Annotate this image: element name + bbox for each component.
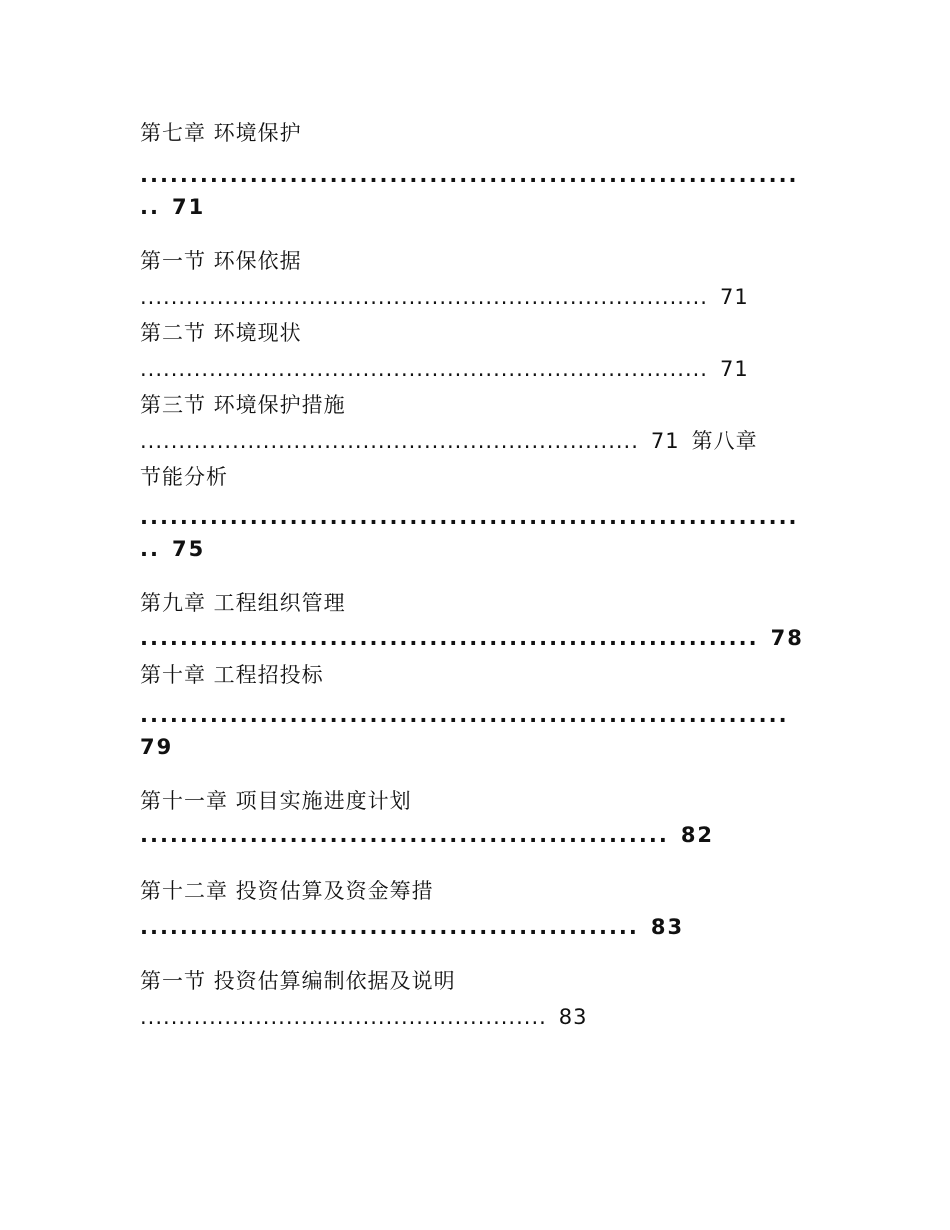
toc-page-number: 83 (558, 1005, 588, 1029)
toc-page-number: 82 (680, 823, 715, 847)
toc-leader: ................................................................. (140, 429, 639, 453)
toc-next-chapter-label[interactable]: 第八章 (691, 429, 758, 453)
toc-entry-ch8-leader: .................................................................. (140, 505, 799, 529)
toc-entry-ch7-title[interactable]: 第七章 环境保护 (140, 121, 302, 145)
toc-entry-ch7-leader: .................................................................. (140, 163, 799, 187)
toc-entry-ch7-s3-title[interactable]: 第三节 环境保护措施 (140, 393, 346, 417)
toc-leader: .......................................................................... (140, 285, 708, 309)
toc-leader: .............................................................. (140, 626, 759, 650)
toc-leader: .......................................................................... (140, 357, 708, 381)
toc-page-number: 71 (719, 285, 749, 309)
toc-entry-ch7-s2-leader-line (140, 354, 749, 384)
toc-leader: .................................................. (140, 915, 639, 939)
toc-entry-ch7-s2-title[interactable]: 第二节 环境现状 (140, 321, 302, 345)
toc-page-number: 71 (650, 429, 680, 453)
toc-page-number: 83 (650, 915, 685, 939)
toc-entry-ch8-title[interactable]: 节能分析 (140, 465, 228, 489)
toc-entry-ch8-page-line (140, 534, 205, 564)
toc-leader: ..................................................... (140, 823, 669, 847)
toc-entry-ch11-leader-line (140, 820, 714, 850)
toc-entry-ch9-title[interactable]: 第九章 工程组织管理 (140, 591, 346, 615)
toc-entry-ch12-s1-title[interactable]: 第一节 投资估算编制依据及说明 (140, 969, 456, 993)
toc-entry-ch10-leader: ................................................................. (140, 703, 789, 727)
toc-page-number: 71 (171, 195, 206, 219)
toc-page-number: 71 (719, 357, 749, 381)
toc-entry-ch7-page-line (140, 192, 205, 222)
toc-entry-ch7-s3-leader-line (140, 426, 758, 456)
toc-entry-ch10-page-number: 79 (140, 735, 174, 759)
toc-entry-ch12-leader-line (140, 912, 684, 942)
toc-entry-ch12-s1-leader-line (140, 1002, 588, 1032)
toc-entry-ch11-title[interactable]: 第十一章 项目实施进度计划 (140, 789, 412, 813)
toc-entry-ch7-s1-leader-line (140, 282, 749, 312)
toc-leader: ..................................................... (140, 1005, 547, 1029)
toc-entry-ch7-s1-title[interactable]: 第一节 环保依据 (140, 249, 302, 273)
toc-page-number: 78 (770, 626, 804, 650)
toc-entry-ch12-title[interactable]: 第十二章 投资估算及资金筹措 (140, 879, 434, 903)
toc-entry-ch10-title[interactable]: 第十章 工程招投标 (140, 663, 324, 687)
toc-page-number: 75 (171, 537, 206, 561)
toc-entry-ch9-leader-line (140, 623, 804, 653)
toc-leader-continuation: .. (140, 195, 160, 219)
toc-leader-continuation: .. (140, 537, 160, 561)
